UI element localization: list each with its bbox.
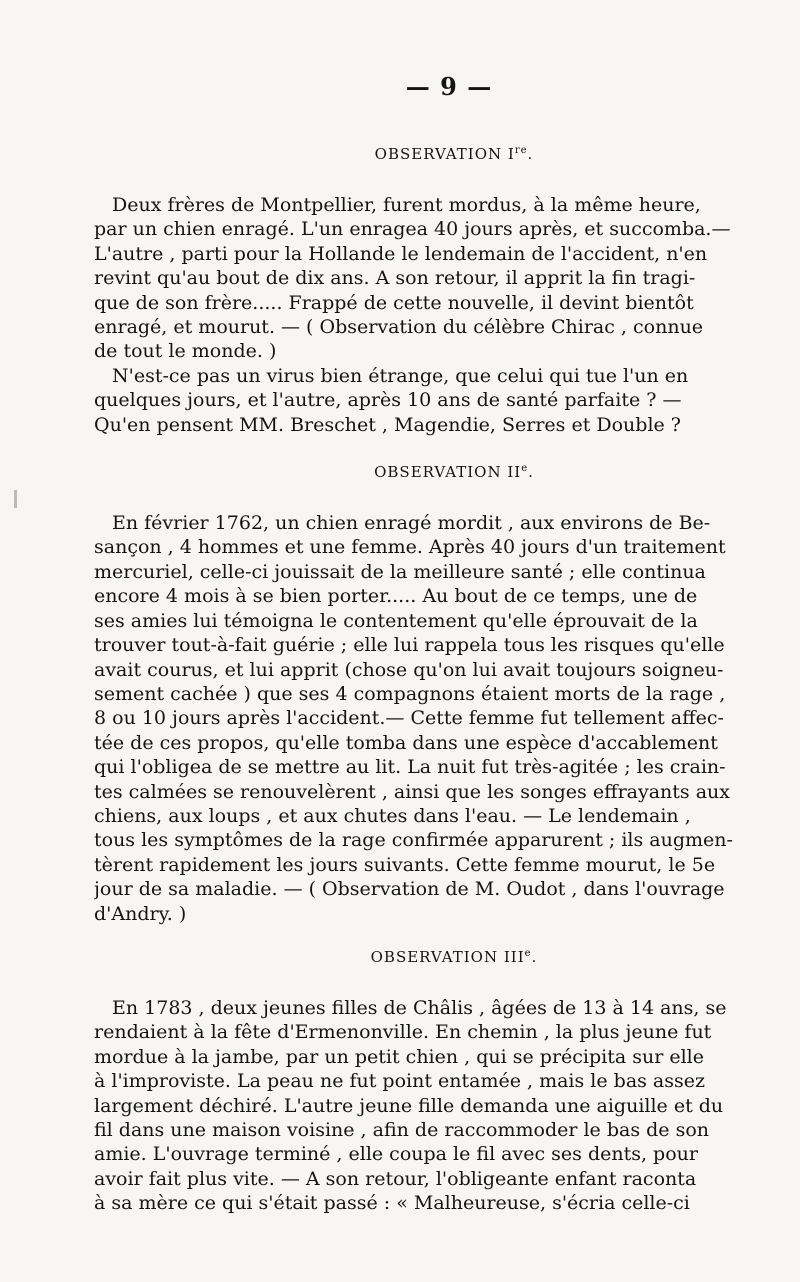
text-line: à l'improviste. La peau ne fut point entamée , mais le bas assez [94, 1070, 706, 1093]
text-line: ses amies lui témoigna le contentement qu'elle éprouvait de la [94, 609, 698, 632]
observation-2-text [94, 511, 774, 926]
text-line: largement déchiré. L'autre jeune fille demanda une aiguille et du [94, 1094, 724, 1117]
text-line: quelques jours, et l'autre, après 10 ans de santé parfaite ? — [94, 389, 682, 412]
observation-2-title: OBSERVATION IIe. [374, 463, 534, 482]
text-line: rendaient à la fête d'Ermenonville. En chemin , la plus jeune fut [94, 1021, 712, 1044]
text-line: L'autre , parti pour la Hollande le lendemain de l'accident, n'en [94, 242, 708, 265]
text-line: jour de sa maladie. — ( Observation de M. Oudot , dans l'ouvrage [94, 878, 725, 901]
text-line: N'est-ce pas un virus bien étrange, que celui qui tue l'un en [112, 364, 689, 387]
text-line: tée de ces propos, qu'elle tomba dans une espèce d'accablement [94, 731, 718, 754]
text-line: par un chien enragé. L'un enragea 40 jours après, et succomba.— [94, 218, 731, 241]
text-line: de tout le monde. ) [94, 340, 277, 363]
text-line: encore 4 mois à se bien porter..... Au bout de ce temps, une de [94, 585, 698, 608]
text-line: Deux frères de Montpellier, furent mordus, à la même heure, [112, 194, 701, 216]
text-line: revint qu'au bout de dix ans. A son retour, il apprit la fin tragi- [94, 267, 696, 290]
text-line: 8 ou 10 jours après l'accident.— Cette femme fut tellement affec- [94, 707, 724, 730]
text-line: sançon , 4 hommes et une femme. Après 40 jours d'un traitement [94, 536, 726, 559]
text-line: sement cachée ) que ses 4 compagnons étaient morts de la rage , [94, 682, 726, 705]
text-line: trouver tout-à-fait guérie ; elle lui rappela tous les risques qu'elle [94, 634, 725, 657]
text-line: mercuriel, celle-ci jouissait de la meilleure santé ; elle continua [94, 560, 706, 583]
text-line: enragé, et mourut. — ( Observation du célèbre Chirac , connue [94, 316, 704, 339]
page-number: — 9 — [405, 72, 493, 101]
text-line: tous les symptômes de la rage confirmée apparurent ; ils augmen- [94, 829, 733, 852]
text-line: fil dans une maison voisine , afin de raccommoder le bas de son [94, 1119, 709, 1141]
text-line: mordue à la jambe, par un petit chien , qui se précipita sur elle [94, 1045, 704, 1068]
observation-3-title: OBSERVATION IIIe. [370, 947, 538, 966]
text-line: amie. L'ouvrage terminé , elle coupa le fil avec ses dents, pour [94, 1143, 698, 1166]
text-line: avait courus, et lui apprit (chose qu'on lui avait toujours soigneu- [94, 658, 724, 681]
text-line: qui l'obligea de se mettre au lit. La nuit fut très-agitée ; les crain- [94, 756, 726, 779]
scan-mark [14, 490, 17, 508]
text-line: En février 1762, un chien enragé mordit , aux environs de Be- [112, 512, 711, 535]
text-line: à sa mère ce qui s'était passé : « Malheureuse, s'écria celle-ci [94, 1192, 690, 1215]
text-line: d'Andry. ) [94, 902, 187, 925]
text-line: chiens, aux loups , et aux chutes dans l'eau. — Le lendemain , [94, 804, 691, 827]
text-line: En 1783 , deux jeunes filles de Châlis , âgées de 13 à 14 ans, se [112, 996, 727, 1019]
text-line: Qu'en pensent MM. Breschet , Magendie, Serres et Double ? [94, 413, 681, 436]
observation-3-text [94, 996, 774, 1216]
text-line: tes calmées se renouvelèrent , ainsi que les songes effrayants aux [94, 780, 730, 803]
observation-1-title: OBSERVATION Ire. [374, 145, 534, 163]
text-line: avoir fait plus vite. — A son retour, l'obligeante enfant raconta [94, 1167, 697, 1190]
text-line: tèrent rapidement les jours suivants. Cette femme mourut, le 5e [94, 853, 716, 876]
text-line: que de son frère..... Frappé de cette nouvelle, il devint bientôt [94, 291, 694, 314]
observation-1-text [94, 193, 774, 437]
